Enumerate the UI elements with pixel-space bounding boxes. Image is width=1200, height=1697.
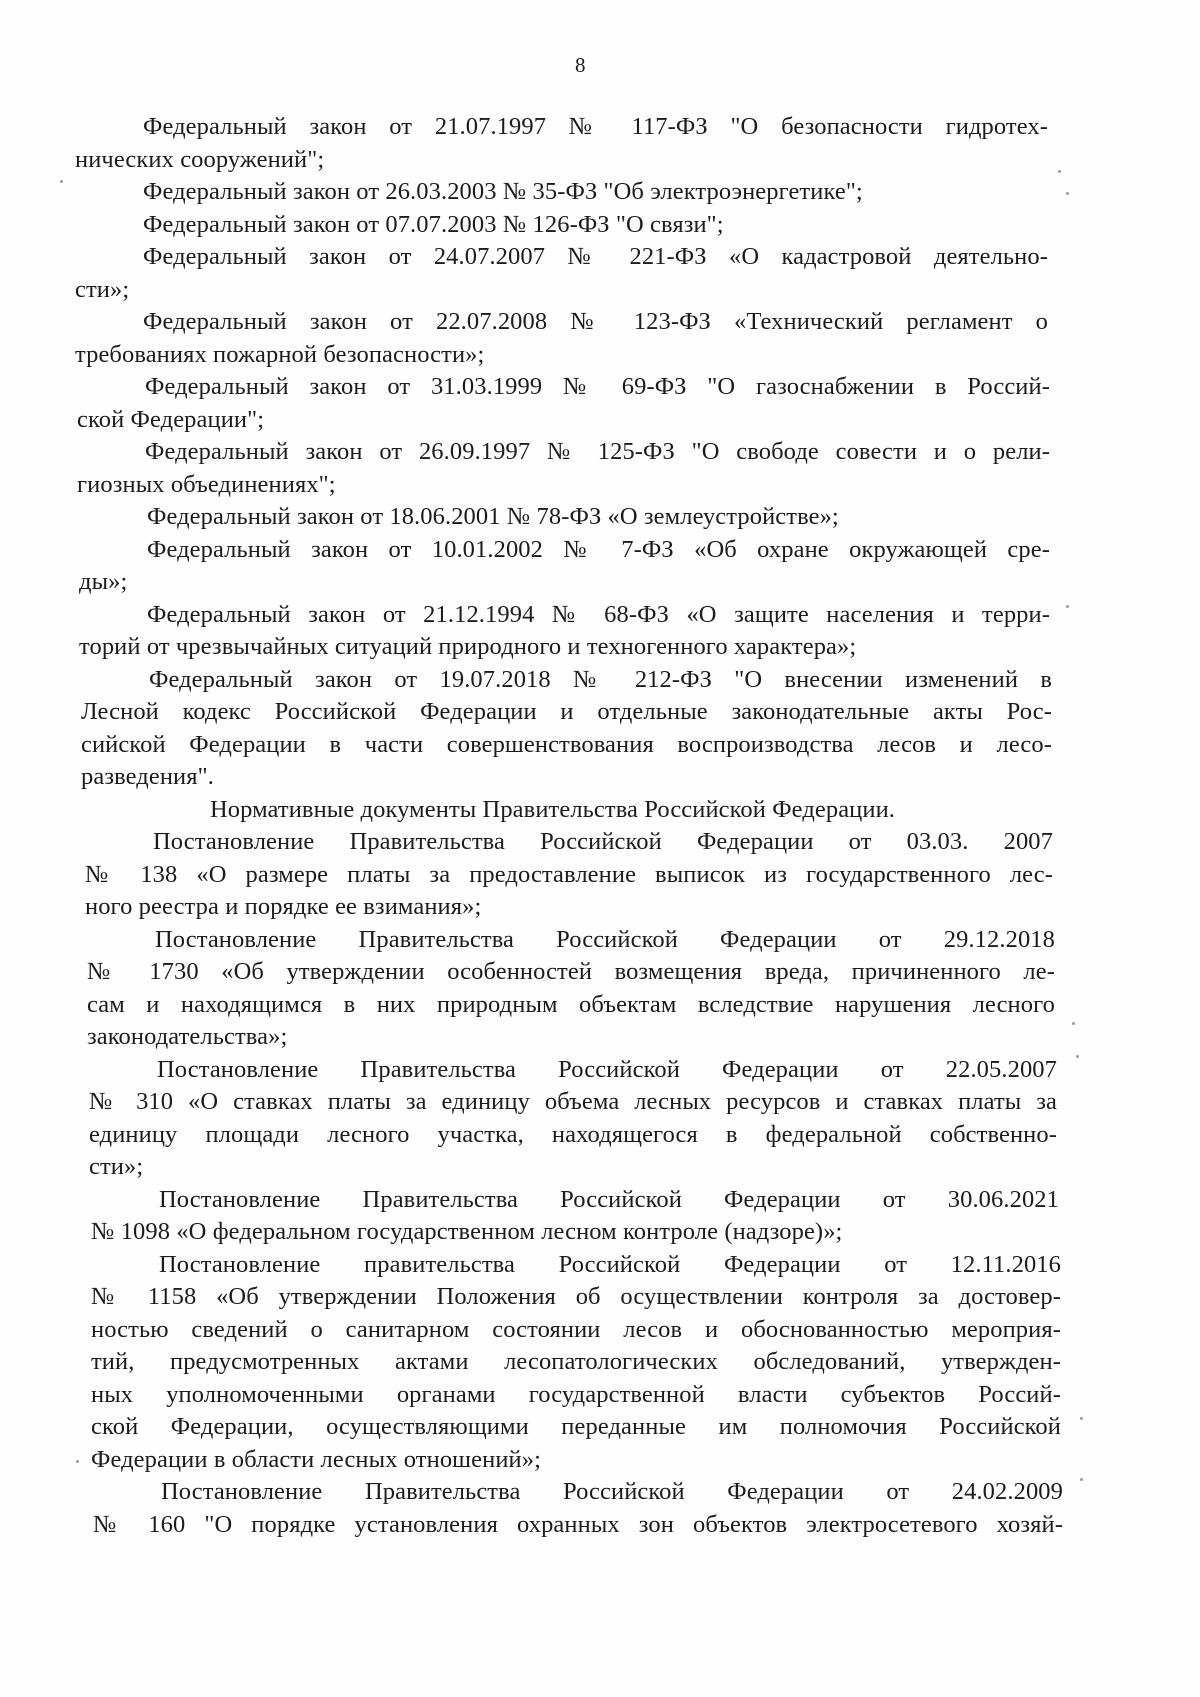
scan-speck — [60, 180, 63, 183]
scan-speck — [76, 1460, 79, 1463]
text-line: Постановление Правительства Российской Федерации от 22.05.2007 — [157, 1056, 1057, 1083]
scan-speck — [1058, 170, 1061, 173]
text-line: № 138 «О размере платы за предоставление выписок из государственного лес- — [85, 861, 1053, 888]
text-line: Федеральный закон от 26.09.1997 № 125-ФЗ "О свободе совести и о рели- — [145, 438, 1050, 465]
text-line: тий, предусмотренных актами лесопатологических обследований, утвержден- — [91, 1348, 1061, 1375]
scan-speck — [1066, 605, 1069, 608]
text-line: Федеральный закон от 22.07.2008 № 123-ФЗ «Технический регламент о — [143, 308, 1048, 335]
text-line: Федерации в области лесных отношений»; — [91, 1446, 542, 1473]
text-line: Федеральный закон от 10.01.2002 № 7-ФЗ «Об охране окружающей сре- — [147, 536, 1050, 563]
scan-speck — [1072, 1022, 1075, 1025]
text-line: ской Федерации, осуществляющими переданные им полномочия Российской — [91, 1413, 1061, 1440]
text-line: Федеральный закон от 07.07.2003 № 126-ФЗ "О связи"; — [143, 211, 724, 238]
text-line: законодательства»; — [87, 1023, 288, 1050]
text-line: Постановление Правительства Российской Федерации от 24.02.2009 — [161, 1478, 1063, 1505]
text-line: ных уполномоченными органами государственной власти субъектов Россий- — [91, 1381, 1061, 1408]
text-line: № 310 «О ставках платы за единицу объема лесных ресурсов и ставках платы за — [89, 1088, 1057, 1115]
text-line: Федеральный закон от 18.06.2001 № 78-ФЗ «О землеустройстве»; — [147, 503, 839, 530]
text-line: единицу площади лесного участка, находящегося в федеральной собственно- — [89, 1121, 1057, 1148]
text-line: № 1098 «О федеральном государственном лесном контроле (надзоре)»; — [91, 1218, 843, 1245]
text-line: ного реестра и порядке ее взимания»; — [85, 893, 482, 920]
text-line: Постановление Правительства Российской Федерации от 30.06.2021 — [159, 1186, 1059, 1213]
text-line: Постановление Правительства Российской Федерации от 29.12.2018 — [155, 926, 1055, 953]
text-line: сти»; — [75, 276, 130, 303]
text-line: сам и находящимся в них природным объектам вследствие нарушения лесного — [87, 991, 1055, 1018]
scan-speck — [1076, 1055, 1079, 1058]
text-line: Постановление Правительства Российской Федерации от 03.03. 2007 — [153, 828, 1053, 855]
text-line: ды»; — [79, 568, 128, 595]
text-line: гиозных объединениях"; — [77, 471, 336, 498]
text-line: ностью сведений о санитарном состоянии лесов и обоснованностью мероприя- — [91, 1316, 1061, 1343]
text-line: нических сооружений"; — [75, 146, 325, 173]
text-line: Федеральный закон от 19.07.2018 № 212-ФЗ "О внесении изменений в — [149, 666, 1052, 693]
text-line: разведения". — [81, 763, 214, 790]
text-line: сти»; — [89, 1153, 144, 1180]
text-line: Федеральный закон от 21.12.1994 № 68-ФЗ «О защите населения и терри- — [147, 601, 1050, 628]
section-heading: Нормативные документы Правительства Российской Федерации. — [210, 796, 896, 823]
text-line: требованиях пожарной безопасности»; — [75, 341, 485, 368]
page-number: 8 — [575, 53, 586, 77]
text-line: № 1158 «Об утверждении Положения об осуществлении контроля за достовер- — [91, 1283, 1061, 1310]
text-line: № 1730 «Об утверждении особенностей возмещения вреда, причиненного ле- — [87, 958, 1055, 985]
scan-speck — [1080, 1478, 1083, 1481]
text-line: Федеральный закон от 31.03.1999 № 69-ФЗ "О газоснабжении в Россий- — [145, 373, 1050, 400]
scan-speck — [1080, 1417, 1083, 1420]
text-line: № 160 "О порядке установления охранных зон объектов электросетевого хозяй- — [93, 1511, 1063, 1538]
scan-speck — [1066, 192, 1069, 195]
text-line: ской Федерации"; — [77, 406, 265, 433]
text-line: сийской Федерации в части совершенствования воспроизводства лесов и лесо- — [81, 731, 1052, 758]
text-line: Федеральный закон от 24.07.2007 № 221-ФЗ «О кадастровой деятельно- — [143, 243, 1048, 270]
text-line: Лесной кодекс Российской Федерации и отдельные законодательные акты Рос- — [81, 698, 1052, 725]
text-line: Постановление правительства Российской Федерации от 12.11.2016 — [159, 1251, 1061, 1278]
text-line: Федеральный закон от 21.07.1997 № 117-ФЗ "О безопасности гидротех- — [143, 113, 1048, 140]
text-line: торий от чрезвычайных ситуаций природного и техногенного характера»; — [79, 633, 857, 660]
text-line: Федеральный закон от 26.03.2003 № 35-ФЗ "Об электроэнергетике"; — [143, 178, 863, 205]
